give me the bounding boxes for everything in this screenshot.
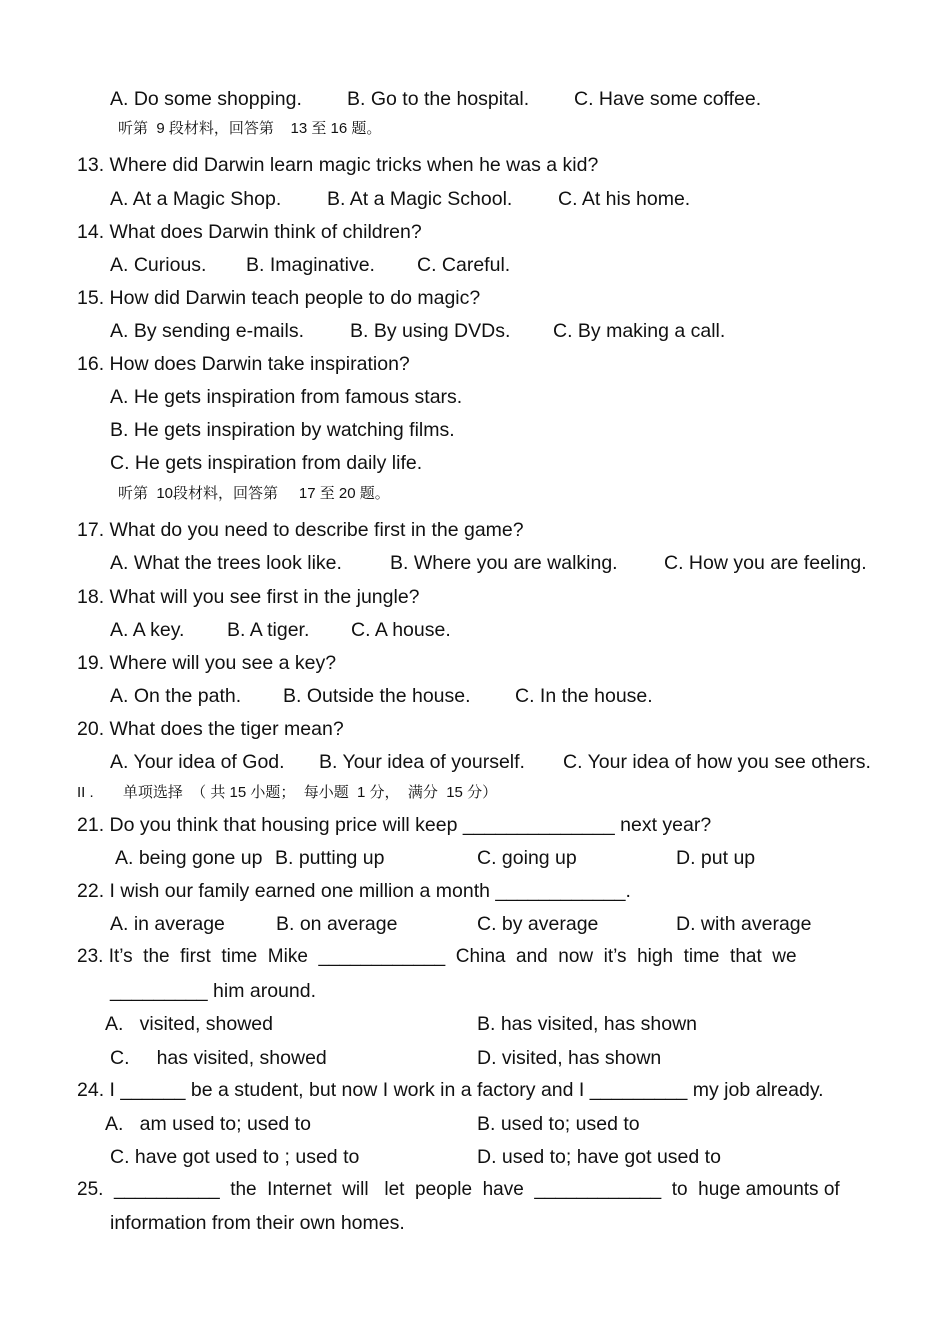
q24-option-d: D. used to; have got used to: [477, 1146, 721, 1168]
question-14: 14. What does Darwin think of children?: [77, 221, 422, 243]
question-24: 24. I ______ be a student, but now I work in a factory and I _________ my job already.: [77, 1079, 824, 1101]
q20-option-a: A. Your idea of God.: [110, 751, 285, 773]
q18-option-b: B. A tiger.: [227, 619, 310, 641]
q17-option-b: B. Where you are walking.: [390, 552, 618, 574]
q22-option-c: C. by average: [477, 913, 599, 935]
question-23-line-2: _________ him around.: [110, 980, 316, 1002]
question-16: 16. How does Darwin take inspiration?: [77, 353, 410, 375]
q22-option-d: D. with average: [676, 913, 812, 935]
q15-option-c: C. By making a call.: [553, 320, 726, 342]
q23-option-a: A. visited, showed: [105, 1013, 273, 1035]
question-23-line-1: 23. It’s the first time Mike ____________ China and now it’s high time that we: [77, 946, 797, 967]
section-9-instruction: 听第 9 段材料，回答第 13 至 16 题。: [118, 120, 382, 137]
q23-option-d: D. visited, has shown: [477, 1047, 662, 1069]
q23-option-b: B. has visited, has shown: [477, 1013, 698, 1035]
q21-option-a: A. being gone up: [115, 847, 263, 869]
question-13: 13. Where did Darwin learn magic tricks when he was a kid?: [77, 154, 599, 176]
question-21: 21. Do you think that housing price will keep ______________ next year?: [77, 814, 712, 836]
q19-option-c: C. In the house.: [515, 685, 653, 707]
q14-option-b: B. Imaginative.: [246, 254, 375, 276]
q22-option-a: A. in average: [110, 913, 225, 935]
section-10-instruction: 听第 10段材料，回答第 17 至 20 题。: [118, 485, 390, 502]
q23-option-c: C. has visited, showed: [110, 1047, 327, 1069]
question-15: 15. How did Darwin teach people to do magic?: [77, 287, 481, 309]
q15-option-a: A. By sending e-mails.: [110, 320, 305, 342]
q22-option-b: B. on average: [276, 913, 398, 935]
q13-option-a: A. At a Magic Shop.: [110, 188, 282, 210]
q13-option-b: B. At a Magic School.: [327, 188, 513, 210]
question-22: 22. I wish our family earned one million a month ____________.: [77, 880, 631, 902]
q20-option-c: C. Your idea of how you see others.: [563, 751, 871, 773]
q15-option-b: B. By using DVDs.: [350, 320, 511, 342]
question-20: 20. What does the tiger mean?: [77, 718, 344, 740]
part-2-heading: II . 单项选择 （ 共 15 小题； 每小题 1 分， 满分 15 分）: [77, 784, 498, 801]
q17-option-c: C. How you are feeling.: [664, 552, 867, 574]
q12-option-a: A. Do some shopping.: [110, 88, 302, 110]
q24-option-a: A. am used to; used to: [105, 1113, 311, 1135]
q16-option-a: A. He gets inspiration from famous stars.: [110, 386, 463, 408]
question-18: 18. What will you see first in the jungle?: [77, 586, 420, 608]
q16-option-c: C. He gets inspiration from daily life.: [110, 452, 423, 474]
q18-option-c: C. A house.: [351, 619, 451, 641]
question-25-line-1: 25. __________ the Internet will let people have ____________ to huge amounts of: [77, 1179, 840, 1200]
q19-option-b: B. Outside the house.: [283, 685, 471, 707]
q24-option-c: C. have got used to ; used to: [110, 1146, 360, 1168]
q14-option-c: C. Careful.: [417, 254, 511, 276]
q12-option-b: B. Go to the hospital.: [347, 88, 530, 110]
q18-option-a: A. A key.: [110, 619, 185, 641]
q13-option-c: C. At his home.: [558, 188, 691, 210]
question-19: 19. Where will you see a key?: [77, 652, 337, 674]
question-25-line-2: information from their own homes.: [110, 1212, 405, 1234]
q21-option-c: C. going up: [477, 847, 577, 869]
q14-option-a: A. Curious.: [110, 254, 207, 276]
q12-option-c: C. Have some coffee.: [574, 88, 762, 110]
q20-option-b: B. Your idea of yourself.: [319, 751, 525, 773]
question-17: 17. What do you need to describe first in the game?: [77, 519, 524, 541]
q21-option-b: B. putting up: [275, 847, 385, 869]
q24-option-b: B. used to; used to: [477, 1113, 640, 1135]
q19-option-a: A. On the path.: [110, 685, 242, 707]
q21-option-d: D. put up: [676, 847, 756, 869]
q17-option-a: A. What the trees look like.: [110, 552, 342, 574]
q16-option-b: B. He gets inspiration by watching films.: [110, 419, 455, 441]
